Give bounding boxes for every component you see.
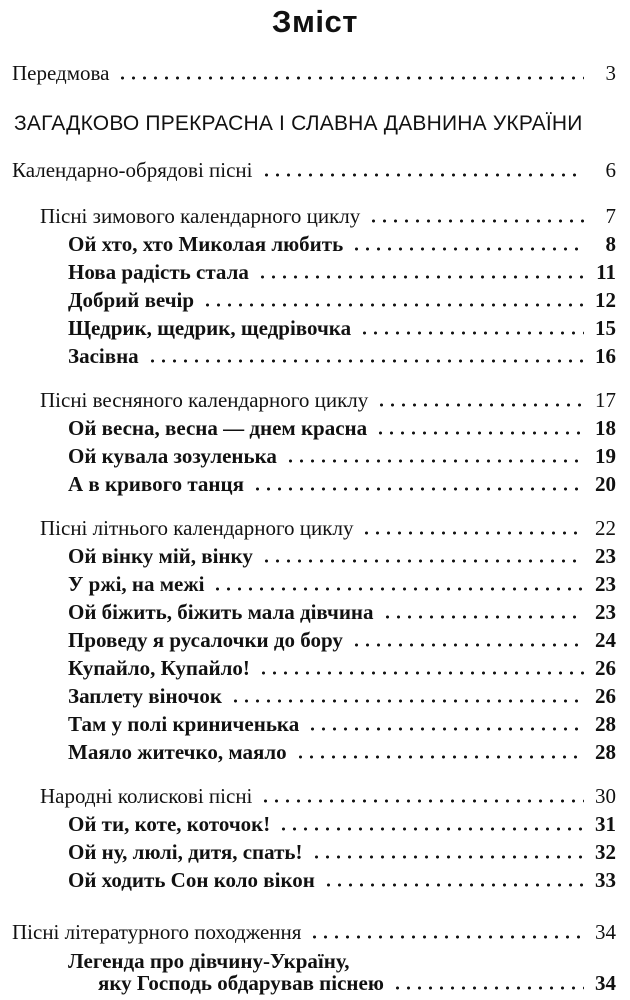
toc-entry-title: Ой ходить Сон коло вікон [68, 868, 315, 892]
leader-dots [382, 615, 584, 619]
toc-page-number: 19 [595, 444, 616, 468]
leader-dots [261, 173, 584, 177]
toc-entry-title: яку Господь обдарував піснею [98, 971, 384, 995]
toc-entry-title: Календарно-обрядові пісні [12, 158, 253, 182]
leader-dots [257, 275, 584, 279]
leader-dots [285, 459, 584, 463]
toc-entry[interactable] [68, 313, 616, 341]
toc-entry-title: Ой весна, весна — днем красна [68, 416, 368, 440]
leader-dots [117, 76, 584, 80]
toc-page-number: 30 [595, 784, 616, 808]
leader-dots [260, 799, 584, 803]
toc-entry-title: Ой кувала зозуленька [68, 444, 277, 468]
toc-entry-title: Пісні зимового календарного циклу [40, 204, 361, 228]
toc-entry-title: Пісні весняного календарного циклу [40, 388, 369, 412]
toc-entry[interactable] [68, 737, 616, 765]
toc-page-number: 31 [595, 812, 616, 836]
toc-entry[interactable] [68, 285, 616, 313]
toc-entry-literary-songs[interactable] [12, 917, 616, 945]
toc-page-number: 6 [605, 158, 616, 182]
toc-page-number: 8 [605, 232, 616, 256]
toc-entry-spring-cycle[interactable] [40, 385, 616, 413]
toc-page-number: 12 [595, 288, 616, 312]
toc-entry[interactable] [68, 413, 616, 441]
leader-dots [212, 587, 584, 591]
toc-entry[interactable] [68, 341, 616, 369]
toc-page-number: 3 [605, 61, 616, 85]
toc-entry-calendar-songs[interactable] [12, 155, 616, 183]
toc-page-number: 17 [595, 388, 616, 412]
toc-entry[interactable] [68, 709, 616, 737]
toc-entry[interactable] [68, 441, 616, 469]
leader-dots [261, 559, 584, 563]
toc-page-number: 34 [595, 971, 616, 995]
toc-page-number: 24 [595, 628, 616, 652]
toc-page-number: 26 [595, 684, 616, 708]
toc-entry-title: У ржі, на межі [68, 572, 205, 596]
toc-entry[interactable] [68, 229, 616, 257]
toc-entry-title: Маяло житечко, маяло [68, 740, 287, 764]
toc-entry-winter-cycle[interactable] [40, 201, 616, 229]
leader-dots [230, 699, 584, 703]
toc-entry-title: Ой біжить, біжить мала дівчина [68, 600, 374, 624]
toc-entry[interactable] [68, 257, 616, 285]
leader-dots [295, 755, 584, 759]
leader-dots [361, 531, 584, 535]
leader-dots [376, 403, 584, 407]
toc-entry-title: Ой хто, хто Миколая любить [68, 232, 344, 256]
toc-entry-title: А в кривого танця [68, 472, 244, 496]
toc-page-number: 34 [595, 920, 616, 944]
page-title: Зміст [272, 4, 358, 39]
toc-entry-foreword[interactable] [12, 58, 616, 86]
toc-entry[interactable] [68, 625, 616, 653]
toc-entry[interactable] [68, 681, 616, 709]
toc-entry-title: Передмова [12, 61, 110, 85]
toc-entry[interactable] [68, 569, 616, 597]
toc-entry-lullabies[interactable] [40, 781, 616, 809]
toc-page-number: 7 [605, 204, 616, 228]
section-heading: ЗАГАДКОВО ПРЕКРАСНА І СЛАВНА ДАВНИНА УКРАЇНИ [14, 112, 583, 135]
toc-entry-title: Заплету віночок [68, 684, 222, 708]
leader-dots [278, 827, 584, 831]
toc-page-number: 33 [595, 868, 616, 892]
toc-entry-title: Проведу я русалочки до бору [68, 628, 343, 652]
toc-entry-title: Пісні літературного походження [12, 920, 302, 944]
toc-page-number: 20 [595, 472, 616, 496]
leader-dots [258, 671, 584, 675]
toc-page-number: 23 [595, 600, 616, 624]
toc-entry-title: Нова радість стала [68, 260, 249, 284]
toc-page-number: 23 [595, 572, 616, 596]
toc-entry[interactable] [68, 597, 616, 625]
leader-dots [307, 727, 584, 731]
toc-entry[interactable] [68, 865, 616, 893]
leader-dots [351, 643, 584, 647]
toc-entry[interactable] [68, 837, 616, 865]
leader-dots [252, 487, 584, 491]
toc-page-number: 11 [596, 260, 616, 284]
toc-entry-title: Пісні літнього календарного циклу [40, 516, 354, 540]
leader-dots [375, 431, 584, 435]
toc-page-number: 32 [595, 840, 616, 864]
leader-dots [202, 303, 584, 307]
toc-entry-title: Щедрик, щедрик, щедрівочка [68, 316, 352, 340]
leader-dots [311, 855, 584, 859]
toc-entry-title: Ой ну, люлі, дитя, спать! [68, 840, 303, 864]
leader-dots [147, 359, 584, 363]
leader-dots [392, 986, 584, 990]
toc-entry[interactable] [68, 653, 616, 681]
toc-entry-multiline-first[interactable]: Легенда про дівчину-Україну, [68, 949, 350, 973]
toc-entry-title: Засівна [68, 344, 139, 368]
toc-page-number: 18 [595, 416, 616, 440]
toc-entry[interactable] [68, 469, 616, 497]
leader-dots [309, 935, 584, 939]
toc-page-number: 15 [595, 316, 616, 340]
leader-dots [323, 883, 584, 887]
toc-entry-summer-cycle[interactable] [40, 513, 616, 541]
toc-entry[interactable] [68, 809, 616, 837]
toc-page-number: 28 [595, 712, 616, 736]
toc-page-number: 28 [595, 740, 616, 764]
toc-entry-title: Добрий вечір [68, 288, 195, 312]
toc-entry-title: Народні колискові пісні [40, 784, 253, 808]
toc-entry[interactable] [68, 541, 616, 569]
toc-entry-multiline[interactable] [68, 968, 616, 996]
toc-page-number: 22 [595, 516, 616, 540]
leader-dots [359, 331, 584, 335]
toc-page-number: 16 [595, 344, 616, 368]
leader-dots [351, 247, 584, 251]
toc-entry-title: Купайло, Купайло! [68, 656, 250, 680]
toc-entry-title: Там у полі криниченька [68, 712, 300, 736]
toc-entry-title: Ой вінку мій, вінку [68, 544, 253, 568]
toc-page-number: 23 [595, 544, 616, 568]
leader-dots [368, 219, 584, 223]
toc-page-number: 26 [595, 656, 616, 680]
toc-entry-title: Ой ти, коте, коточок! [68, 812, 271, 836]
